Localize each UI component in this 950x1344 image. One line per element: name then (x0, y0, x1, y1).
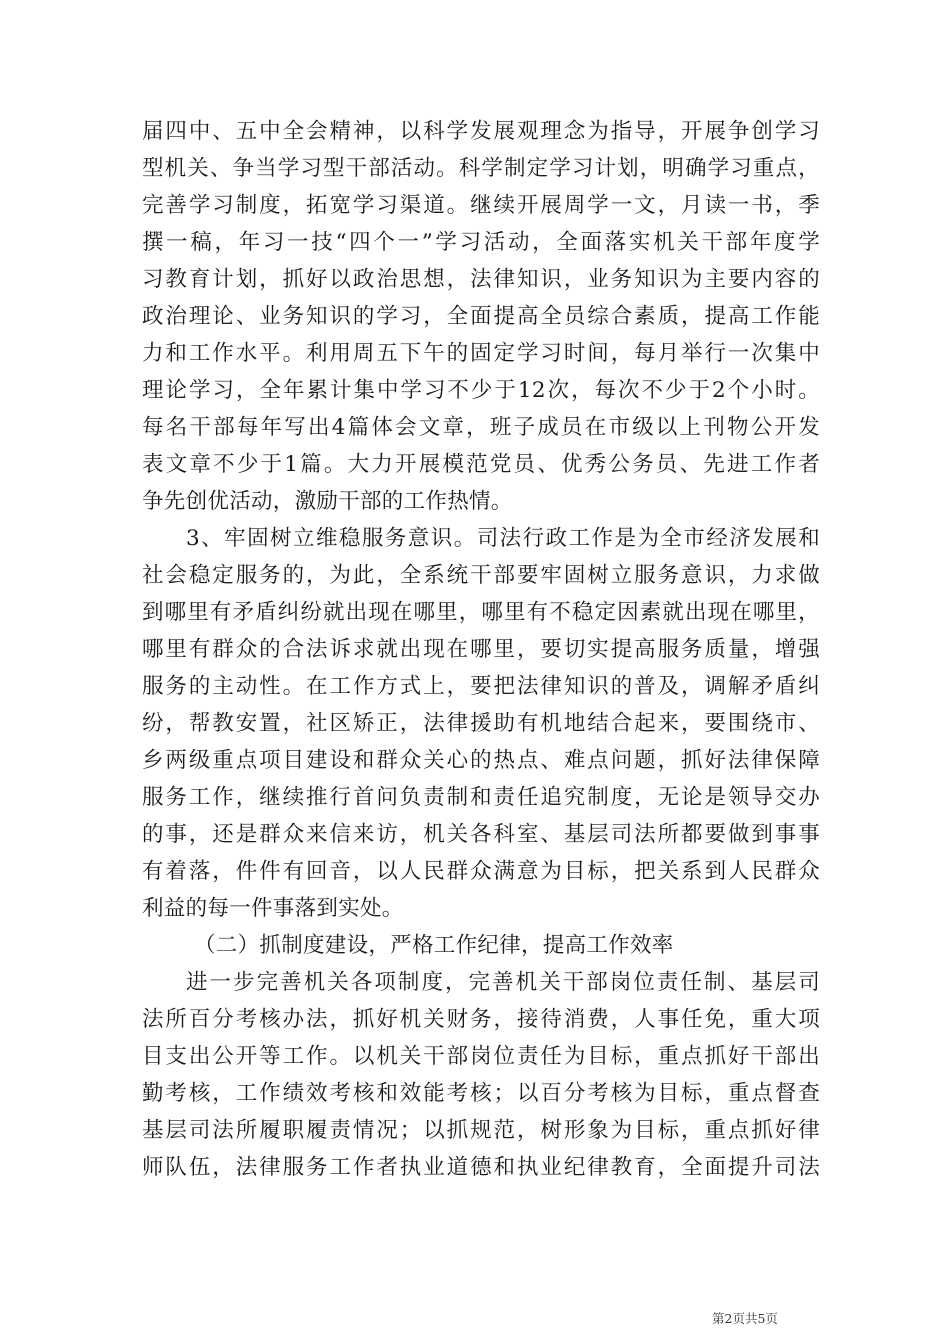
paragraph-line: 利益的每一件事落到实处。 (142, 896, 404, 921)
paragraph-line: 型机关、争当学习型干部活动。科学制定学习计划，明确学习重点， (142, 156, 820, 181)
paragraph-first-line: 3、牢固树立维稳服务意识。司法行政工作是为全市经济发展和 (186, 526, 820, 551)
paragraph-line: 表文章不少于1篇。大力开展模范党员、优秀公务员、先进工作者 (142, 452, 820, 477)
paragraph-line: 到哪里有矛盾纠纷就出现在哪里，哪里有不稳定因素就出现在哪里， (142, 600, 820, 625)
paragraph-line: 届四中、五中全会精神，以科学发展观理念为指导，开展争创学习 (142, 119, 820, 144)
paragraph-line: 基层司法所履职履责情况；以抓规范，树形象为目标，重点抓好律 (142, 1118, 820, 1143)
paragraph-line: 服务工作，继续推行首问负责制和责任追究制度，无论是领导交办 (142, 785, 820, 810)
paragraph-line: 勤考核，工作绩效考核和效能考核；以百分考核为目标，重点督查 (142, 1081, 820, 1106)
page-number: 第2页共5页 (712, 1311, 778, 1326)
paragraph-line: 完善学习制度，拓宽学习渠道。继续开展周学一文，月读一书，季 (142, 193, 820, 218)
paragraph-line: 力和工作水平。利用周五下午的固定学习时间，每月举行一次集中 (142, 341, 820, 366)
section-heading: （二）抓制度建设，严格工作纪律，提高工作效率 (194, 933, 674, 958)
paragraph-line: 每名干部每年写出4篇体会文章，班子成员在市级以上刊物公开发 (142, 415, 820, 440)
paragraph-line: 的事，还是群众来信来访，机关各科室、基层司法所都要做到事事 (142, 822, 820, 847)
paragraph-line: 纷，帮教安置，社区矫正，法律援助有机地结合起来，要围绕市、 (142, 711, 820, 736)
paragraph-line: 哪里有群众的合法诉求就出现在哪里，要切实提高服务质量，增强 (142, 637, 820, 662)
paragraph-line: 撰一稿，年习一技“四个一”学习活动，全面落实机关干部年度学 (142, 230, 820, 255)
paragraph-line: 争先创优活动，激励干部的工作热情。 (142, 489, 513, 514)
paragraph-line: 习教育计划，抓好以政治思想，法律知识，业务知识为主要内容的 (142, 267, 820, 292)
paragraph-line: 有着落，件件有回音，以人民群众满意为目标，把关系到人民群众 (142, 859, 820, 884)
paragraph-line: 社会稳定服务的，为此，全系统干部要牢固树立服务意识，力求做 (142, 563, 820, 588)
paragraph-line: 服务的主动性。在工作方式上，要把法律知识的普及，调解矛盾纠 (142, 674, 820, 699)
paragraph-line: 目支出公开等工作。以机关干部岗位责任为目标，重点抓好干部出 (142, 1044, 820, 1069)
paragraph-line: 乡两级重点项目建设和群众关心的热点、难点问题，抓好法律保障 (142, 748, 820, 773)
paragraph-line: 师队伍，法律服务工作者执业道德和执业纪律教育，全面提升司法 (142, 1155, 820, 1180)
paragraph-line: 政治理论、业务知识的学习，全面提高全员综合素质，提高工作能 (142, 304, 820, 329)
document-body (142, 113, 820, 1186)
paragraph-first-line: 进一步完善机关各项制度，完善机关干部岗位责任制、基层司 (186, 970, 820, 995)
paragraph-line: 理论学习，全年累计集中学习不少于12次，每次不少于2个小时。 (142, 378, 820, 403)
paragraph-line: 法所百分考核办法，抓好机关财务，接待消费，人事任免，重大项 (142, 1007, 820, 1032)
